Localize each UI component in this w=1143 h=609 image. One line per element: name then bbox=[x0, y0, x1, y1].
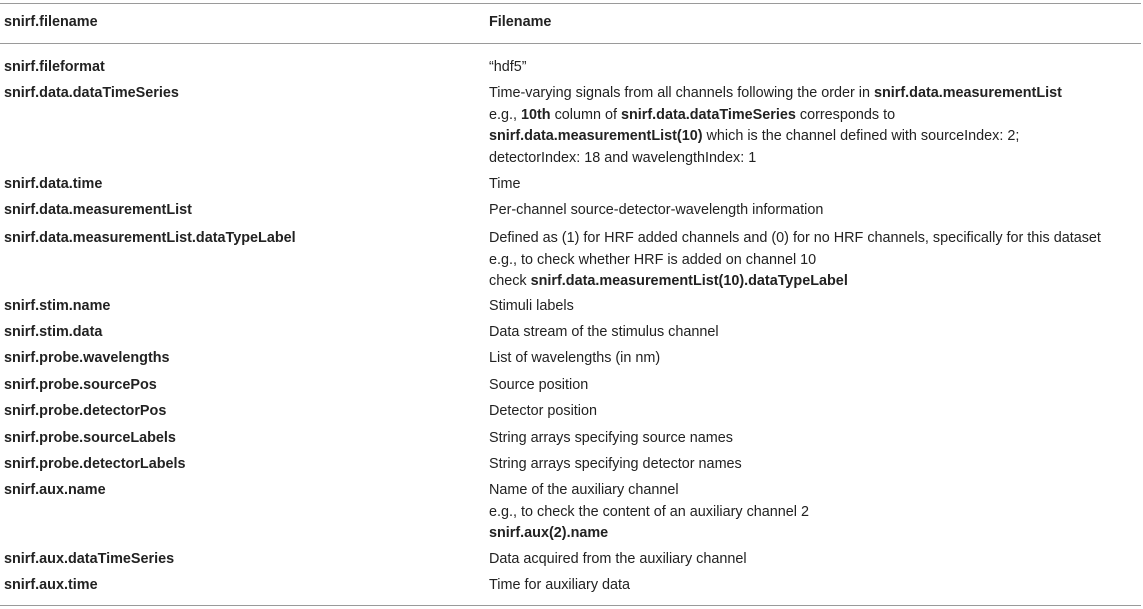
description-line: Detector position bbox=[489, 403, 597, 419]
header-col-field: snirf.filename bbox=[4, 14, 98, 30]
field-description bbox=[489, 57, 1139, 79]
field-description bbox=[489, 83, 1139, 169]
description-line: e.g., to check the content of an auxiliary channel 2 bbox=[489, 503, 809, 520]
description-line: Per-channel source-detector-wavelength information bbox=[489, 202, 824, 218]
description-line: Source position bbox=[489, 377, 589, 393]
description-line: String arrays specifying source names bbox=[489, 430, 733, 446]
field-description bbox=[489, 228, 1139, 293]
field-description bbox=[489, 454, 1139, 476]
field-name: snirf.probe.detectorPos bbox=[4, 403, 167, 419]
field-description bbox=[489, 322, 1139, 344]
field-name: snirf.data.measurementList.dataTypeLabel bbox=[4, 230, 296, 246]
field-name: snirf.probe.sourcePos bbox=[4, 377, 157, 393]
header-rule bbox=[0, 43, 1141, 44]
description-line: Time for auxiliary data bbox=[489, 577, 631, 593]
description-line: Stimuli labels bbox=[489, 298, 574, 314]
field-name: snirf.probe.sourceLabels bbox=[4, 430, 176, 446]
description-line: Data stream of the stimulus channel bbox=[489, 324, 719, 340]
field-name: snirf.data.time bbox=[4, 176, 103, 192]
field-description bbox=[489, 200, 1139, 222]
header-col-description: Filename bbox=[489, 14, 552, 30]
table-top-rule bbox=[0, 3, 1141, 4]
field-description bbox=[489, 428, 1139, 450]
description-line: detectorIndex: 18 and wavelengthIndex: 1 bbox=[489, 149, 757, 166]
field-name: snirf.stim.data bbox=[4, 324, 103, 340]
description-line: Time-varying signals from all channels following the order in snirf.data.measurementList bbox=[489, 85, 1062, 101]
field-description bbox=[489, 575, 1139, 597]
field-description bbox=[489, 401, 1139, 423]
description-line: Name of the auxiliary channel bbox=[489, 482, 679, 498]
field-name: snirf.stim.name bbox=[4, 298, 111, 314]
field-name: snirf.aux.time bbox=[4, 577, 98, 593]
description-line: Defined as (1) for HRF added channels and (0) for no HRF channels, specifically for this dataset bbox=[489, 230, 1101, 246]
description-line: snirf.aux(2).name bbox=[489, 525, 609, 541]
description-line: snirf.data.measurementList(10) which is the channel defined with sourceIndex: 2; bbox=[489, 128, 1020, 144]
description-line: check snirf.data.measurementList(10).dataTypeLabel bbox=[489, 273, 848, 289]
description-line: Data acquired from the auxiliary channel bbox=[489, 551, 747, 567]
field-description bbox=[489, 480, 1139, 545]
description-line: “hdf5” bbox=[489, 59, 527, 75]
field-name: snirf.data.measurementList bbox=[4, 202, 192, 218]
description-line: e.g., to check whether HRF is added on channel 10 bbox=[489, 251, 817, 268]
description-line: e.g., 10th column of snirf.data.dataTimeSeries corresponds to bbox=[489, 106, 896, 123]
description-line: List of wavelengths (in nm) bbox=[489, 350, 661, 366]
field-name: snirf.fileformat bbox=[4, 59, 105, 75]
table-bottom-rule bbox=[0, 605, 1141, 606]
field-description bbox=[489, 549, 1139, 571]
description-line: Time bbox=[489, 176, 521, 192]
field-description bbox=[489, 348, 1139, 370]
field-name: snirf.probe.wavelengths bbox=[4, 350, 170, 366]
field-name: snirf.data.dataTimeSeries bbox=[4, 85, 179, 101]
field-name: snirf.aux.name bbox=[4, 482, 106, 498]
field-description bbox=[489, 296, 1139, 318]
field-description bbox=[489, 174, 1139, 196]
field-name: snirf.probe.detectorLabels bbox=[4, 456, 186, 472]
field-description bbox=[489, 375, 1139, 397]
field-name: snirf.aux.dataTimeSeries bbox=[4, 551, 175, 567]
description-line: String arrays specifying detector names bbox=[489, 456, 742, 472]
